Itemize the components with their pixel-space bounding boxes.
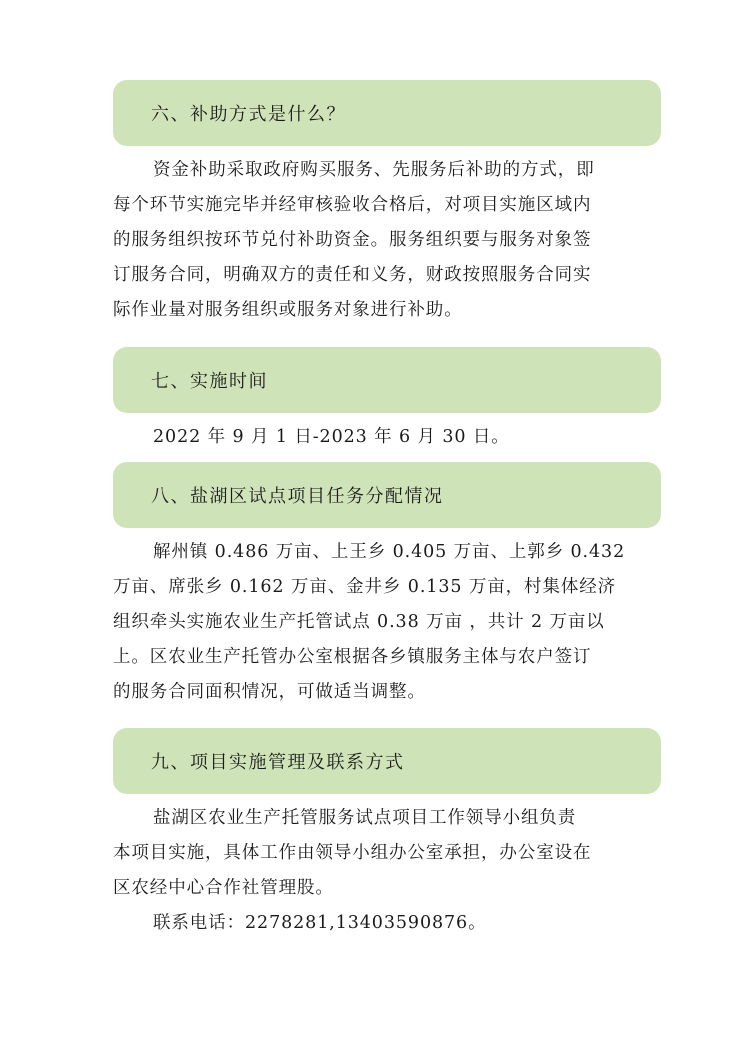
contact-phone-line: 联系电话：2278281,13403590876。 [153, 913, 487, 933]
paragraph-line: 万亩、席张乡 0.162 万亩、金井乡 0.135 万亩，村集体经济 [113, 577, 617, 597]
paragraph-project-management [113, 801, 637, 941]
section-header-6 [113, 80, 661, 146]
paragraph-line: 上。区农业生产托管办公室根据各乡镇服务主体与农户签订 [113, 647, 592, 667]
section-title-9: 九、项目实施管理及联系方式 [151, 752, 405, 773]
paragraph-line: 每个环节实施完毕并经审核验收合格后，对项目实施区域内 [113, 195, 592, 215]
paragraph-line: 2022 年 9 月 1 日-2023 年 6 月 30 日。 [153, 427, 510, 447]
paragraph-line: 盐湖区农业生产托管服务试点项目工作领导小组负责 [153, 808, 577, 828]
paragraph-line: 资金补助采取政府购买服务、先服务后补助的方式，即 [153, 160, 595, 180]
section-title-7: 七、实施时间 [151, 371, 268, 392]
section-header-8 [113, 462, 661, 528]
section-title-8: 八、盐湖区试点项目任务分配情况 [151, 486, 444, 507]
section-header-9 [113, 728, 661, 794]
section-header-7 [113, 347, 661, 413]
paragraph-line: 际作业量对服务组织或服务对象进行补助。 [113, 300, 463, 320]
paragraph-line: 本项目实施，具体工作由领导小组办公室承担，办公室设在 [113, 843, 592, 863]
paragraph-implementation-time [113, 420, 637, 455]
paragraph-task-allocation [113, 535, 637, 710]
section-title-6: 六、补助方式是什么？ [151, 104, 346, 125]
paragraph-line: 的服务组织按环节兑付补助资金。服务组织要与服务对象签 [113, 230, 592, 250]
paragraph-line: 区农经中心合作社管理股。 [113, 878, 334, 898]
paragraph-line: 组织牵头实施农业生产托管试点 0.38 万亩 ，共计 2 万亩以 [113, 612, 605, 632]
paragraph-subsidy-method [113, 153, 637, 328]
paragraph-line: 的服务合同面积情况，可做适当调整。 [113, 682, 426, 702]
paragraph-line: 解州镇 0.486 万亩、上王乡 0.405 万亩、上郭乡 0.432 [153, 542, 626, 562]
paragraph-line: 订服务合同，明确双方的责任和义务，财政按照服务合同实 [113, 265, 592, 285]
